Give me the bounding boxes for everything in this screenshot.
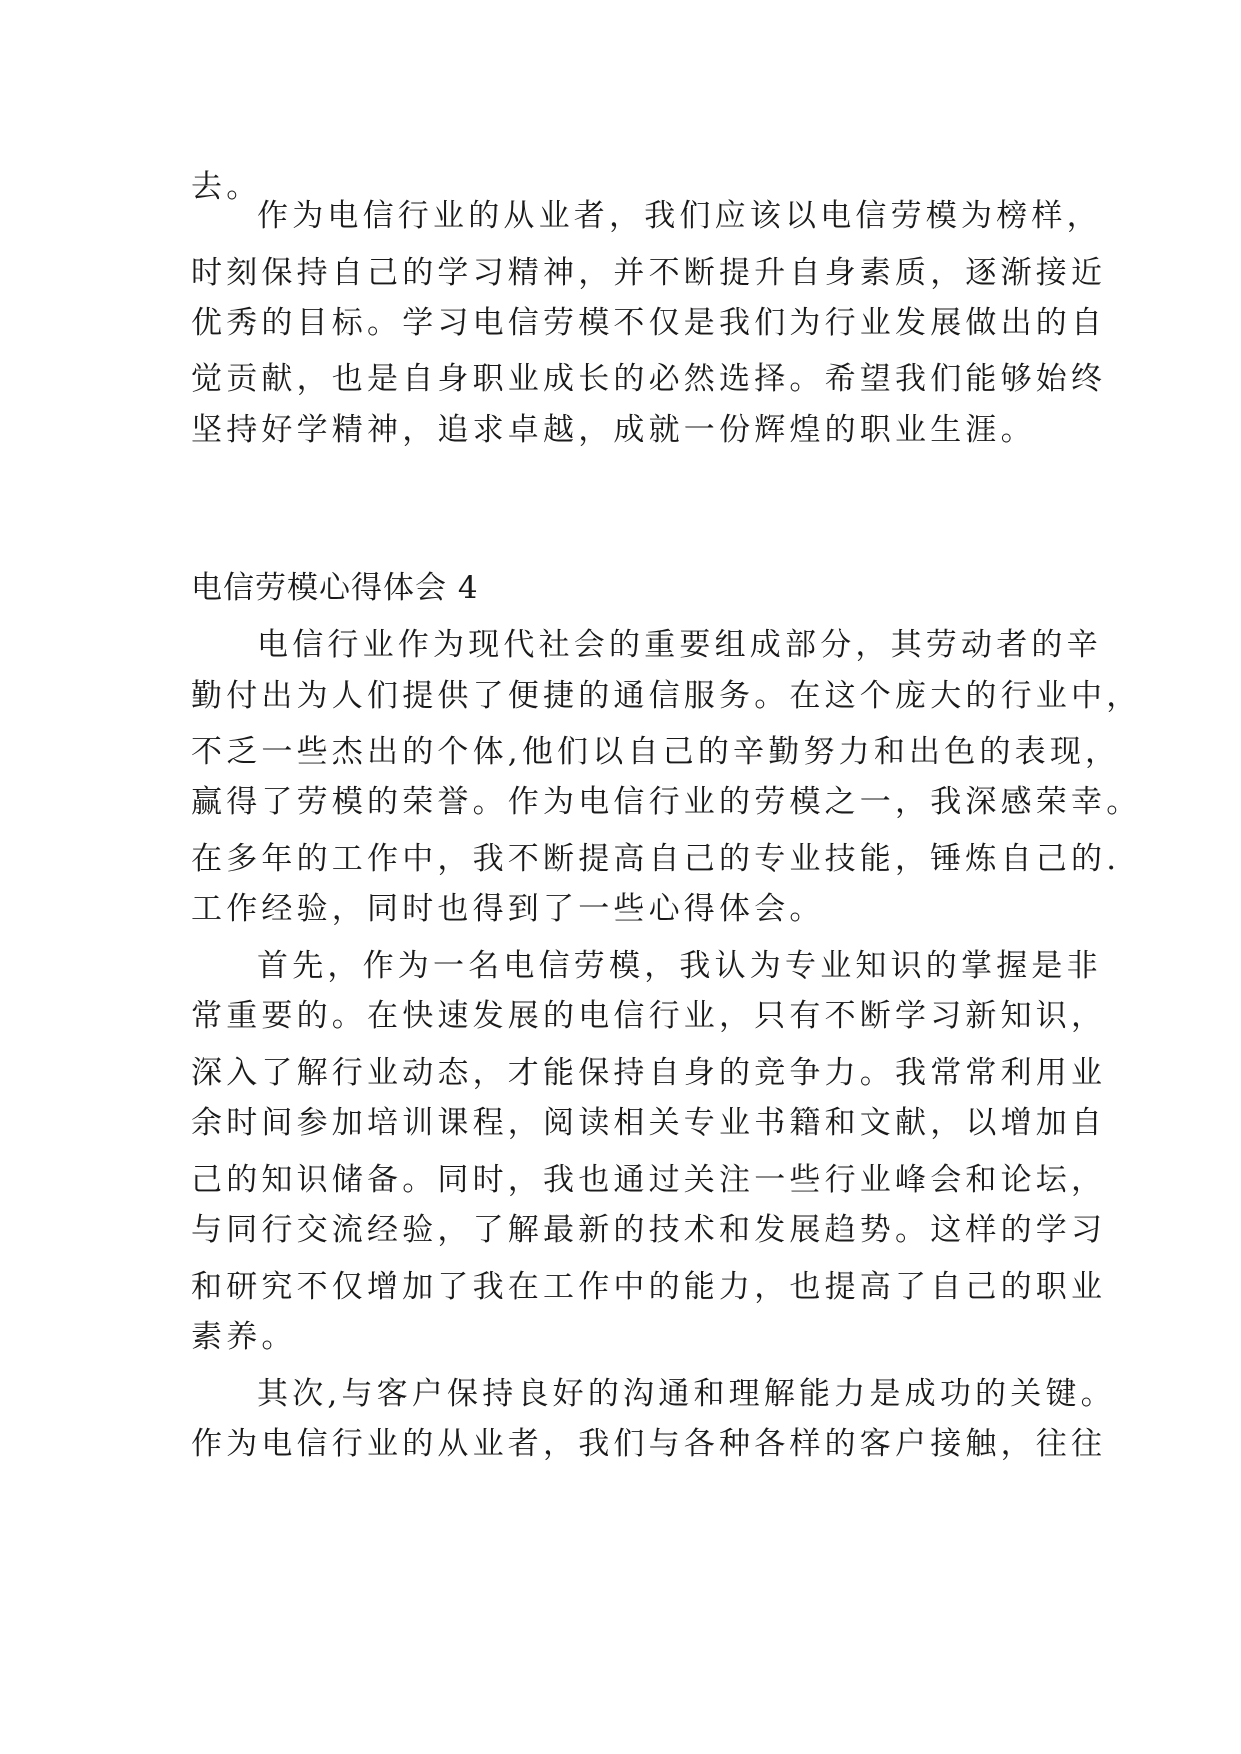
paragraph-3-line-3: 深入了解行业动态，才能保持自身的竞争力。我常常利用业 [191,1055,1107,1091]
paragraph-1-line-4: 觉贡献，也是自身职业成长的必然选择。希望我们能够始终 [191,361,1107,397]
paragraph-1-line-5: 坚持好学精神，追求卓越，成就一份辉煌的职业生涯。 [191,412,1036,448]
paragraph-1-line-1: 作为电信行业的从业者，我们应该以电信劳模为榜样， [257,198,1102,234]
section-heading: 电信劳模心得体会 4 [191,570,479,606]
continuation-line: 去。 [191,169,262,205]
paragraph-3-line-2: 常重要的。在快速发展的电信行业，只有不断学习新知识， [191,998,1107,1034]
paragraph-2-line-4: 赢得了劳模的荣誉。作为电信行业的劳模之一，我深感荣幸。 [191,784,1142,820]
paragraph-2-line-1: 电信行业作为现代社会的重要组成部分，其劳动者的辛 [257,627,1102,663]
paragraph-3-line-4: 余时间参加培训课程，阅读相关专业书籍和文献，以增加自 [191,1105,1107,1141]
paragraph-1-line-3: 优秀的目标。学习电信劳模不仅是我们为行业发展做出的自 [191,305,1107,341]
paragraph-3-line-8: 素养。 [191,1319,297,1355]
paragraph-3-line-5: 己的知识储备。同时，我也通过关注一些行业峰会和论坛， [191,1162,1107,1198]
paragraph-2-line-3: 不乏一些杰出的个体,他们以自己的辛勤努力和出色的表现， [191,734,1121,770]
paragraph-3-line-7: 和研究不仅增加了我在工作中的能力，也提高了自己的职业 [191,1269,1107,1305]
paragraph-2-line-2: 勤付出为人们提供了便捷的通信服务。在这个庞大的行业中， [191,678,1142,714]
paragraph-4-line-2: 作为电信行业的从业者，我们与各种各样的客户接触，往往 [191,1426,1107,1462]
paragraph-3-line-1: 首先，作为一名电信劳模，我认为专业知识的掌握是非 [257,948,1102,984]
paragraph-2-line-6: 工作经验，同时也得到了一些心得体会。 [191,891,825,927]
paragraph-3-line-6: 与同行交流经验，了解最新的技术和发展趋势。这样的学习 [191,1212,1107,1248]
paragraph-2-line-5: 在多年的工作中，我不断提高自己的专业技能，锤炼自己的. [191,841,1121,877]
paragraph-1-line-2: 时刻保持自己的学习精神，并不断提升自身素质，逐渐接近 [191,255,1107,291]
paragraph-4-line-1: 其次,与客户保持良好的沟通和理解能力是成功的关键。 [257,1376,1116,1412]
